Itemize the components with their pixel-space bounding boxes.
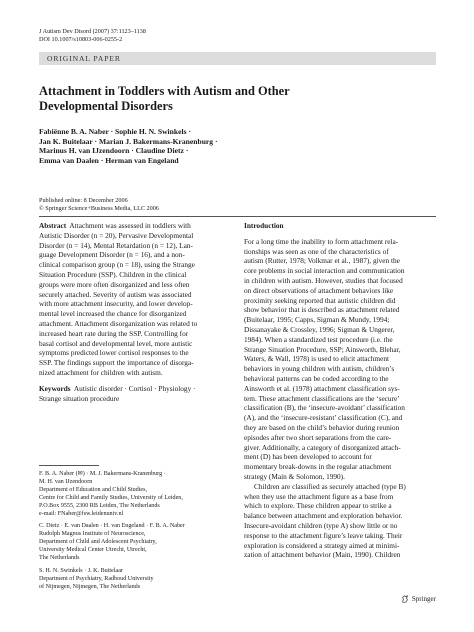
- abstract: [39, 221, 225, 403]
- affiliation-line: Department of Psychiatry, Radboud University: [39, 575, 154, 582]
- text-line: clinical comparison group (n = 18), using the Strange: [39, 260, 195, 270]
- text-line: increased heart rate during the SSP. Controlling for: [39, 328, 189, 338]
- text-line: Dissanayake & Crossley, 1996; Sigman & Ungerer,: [244, 324, 395, 334]
- affiliation-line: F. B. A. Naber (✉) · M. J. Bakermans-Kranenburg ·: [39, 471, 166, 477]
- published-date: Published online: 8 December 2006: [39, 197, 128, 204]
- copyright-notice: © Springer Science+Business Media, LLC 2006: [39, 205, 159, 212]
- affiliation-line: Centre for Child and Family Studies, University of Leiden,: [39, 494, 183, 501]
- journal-header: [39, 28, 146, 44]
- publisher-name: Springer: [411, 595, 436, 603]
- text-line: autism (Rutter, 1978; Volkmar et al., 1987), given the: [244, 256, 400, 266]
- text-line: giver. Additionally, a category of disorganized attach-: [244, 442, 401, 452]
- text-line: For a long time the inability to form attachment rela-: [244, 236, 399, 246]
- keywords-line: Strange situation procedure: [39, 393, 120, 403]
- introduction-paragraph: [244, 482, 436, 560]
- affiliation-line: S. H. N. Swinkels · J. K. Buitelaar: [39, 567, 123, 574]
- text-line: Children are classified as securely attached (type B): [254, 481, 406, 491]
- affiliation-line: of Nijmegen, Nijmegen, The Netherlands: [39, 583, 141, 590]
- affiliation-line: P.O.Box 9555, 2300 RB Leiden, The Netherlands: [39, 502, 160, 509]
- affiliation-line: University Medical Center Utrecht, Utrecht,: [39, 547, 147, 554]
- text-line: balance between attachment and exploration behavior.: [244, 511, 403, 521]
- text-line: core problems in social interaction and communication: [244, 266, 405, 276]
- text-line: basal cortisol and developmental level, more autistic: [39, 338, 193, 348]
- affiliation-block: [39, 568, 229, 592]
- text-line: ment (D) has been developed to account for: [244, 452, 372, 462]
- section-banner: [39, 52, 436, 65]
- affiliations: [39, 471, 229, 597]
- journal-citation: J Autism Dev Disord (2007) 37:1123–1138: [39, 28, 146, 35]
- affiliation-line: C. Dietz · E. van Daalen · H. van Engeland · F. B. A. Naber: [39, 523, 185, 530]
- affiliation-line: M. H. van IJzendoorn: [39, 478, 93, 485]
- section-rule: [39, 216, 436, 217]
- text-line: mental level increased the chance for disorganized: [39, 309, 187, 319]
- text-line: behavioral patterns can be coded according to the: [244, 373, 389, 383]
- affiliation-line: The Netherlands: [39, 555, 80, 562]
- springer-horse-icon: [401, 595, 409, 603]
- affiliation-block: [39, 471, 229, 518]
- text-line: proximity seeking reported that autistic children did: [244, 295, 396, 305]
- footnote-rule: [39, 465, 99, 466]
- affiliation-line: Rudolph Magnus Institute of Neuroscience,: [39, 531, 146, 538]
- text-line: (A), and the ‘insecure-resistant’ classification (C), and: [244, 413, 403, 423]
- text-line: momentary break-downs in the regular attachment: [244, 462, 392, 472]
- text-line: Ainsworth et al. (1978) attachment classification sys-: [244, 383, 400, 393]
- text-line: they are based on the child’s behavior during reunion: [244, 422, 400, 432]
- text-line: classification (B), the ‘insecure-avoidant’ classification: [244, 403, 405, 413]
- text-line: on direct observations of attachment behaviors like: [244, 285, 394, 295]
- text-line: response to the attachment figure’s leave taking. Their: [244, 530, 403, 540]
- text-line: attachment. Attachment disorganization was related to: [39, 318, 198, 328]
- title-line: Attachment in Toddlers with Autism and Other: [39, 84, 290, 98]
- publisher-footer: [401, 595, 436, 603]
- text-line: Waters, & Wall, 1978) is used to elicit attachment: [244, 354, 389, 364]
- journal-doi: DOI 10.1007/s10803-006-0255-2: [39, 36, 123, 43]
- author-line: Marinus H. van IJzendoorn · Claudine Dietz ·: [39, 146, 189, 156]
- text-line: tem. These attachment classifications are the ‘secure’: [244, 393, 400, 403]
- paper-title: [39, 84, 419, 114]
- author-line: Jan K. Buitelaar · Marian J. Bakermans-Kranenburg ·: [39, 136, 218, 146]
- affiliation-line: e-mail: FNaber@fsw.leidenuniv.nl: [39, 510, 124, 517]
- text-line: episodes after two short separations from the care-: [244, 432, 392, 442]
- text-line: SSP. The findings support the importance of disorga-: [39, 358, 194, 368]
- text-line: Autistic Disorder (n = 20), Pervasive Developmental: [39, 230, 194, 240]
- text-line: with more attachment insecurity, and lower develop-: [39, 299, 193, 309]
- text-line: 1984). When a standardized test procedure (i.e. the: [244, 334, 393, 344]
- section-label: ORIGINAL PAPER: [47, 54, 121, 63]
- abstract-line: Attachment was assessed in toddlers with: [69, 221, 191, 230]
- title-line: Developmental Disorders: [39, 99, 173, 113]
- text-line: in children with autism. However, studies that focused: [244, 275, 403, 285]
- text-line: tionships was seen as one of the characteristics of: [244, 246, 389, 256]
- introduction: [244, 221, 436, 560]
- affiliation-line: Department of Education and Child Studies,: [39, 486, 147, 493]
- abstract-label: Abstract: [39, 221, 67, 230]
- text-line: securely attached. Severity of autism was associated: [39, 289, 192, 299]
- author-list: [39, 127, 279, 165]
- text-line: zation of attachment behavior (Main, 1990). Children: [244, 550, 401, 560]
- text-line: show behavior that is described as attachment related: [244, 305, 400, 315]
- keywords-line: Autistic disorder · Cortisol · Physiology ·: [73, 383, 196, 393]
- text-line: Insecure-avoidant children (type A) show little or no: [244, 520, 398, 530]
- text-line: groups were more often disorganized and less often: [39, 279, 190, 289]
- text-line: strategy (Main & Solomon, 1990).: [244, 471, 345, 481]
- abstract-body: [39, 231, 225, 378]
- affiliation-line: Department of Child and Adolescent Psychiatry,: [39, 539, 157, 546]
- publication-info: [39, 197, 159, 213]
- text-line: Strange Situation Procedure, SSP; Ainsworth, Blehar,: [244, 344, 401, 354]
- introduction-paragraph: [244, 237, 436, 482]
- text-line: when they use the attachment figure as a base from: [244, 491, 394, 501]
- text-line: Situation Procedure (SSP). Children in the clinical: [39, 269, 187, 279]
- affiliation-block: [39, 523, 229, 563]
- text-line: guage Development Disorder (n = 16), and a non-: [39, 250, 185, 260]
- keywords-label: Keywords: [39, 383, 71, 393]
- text-line: exploration is considered a strategy aimed at minimi-: [244, 540, 400, 550]
- text-line: (Buitelaar, 1995; Capps, Sigman & Mundy, 1994;: [244, 315, 390, 325]
- author-line: Emma van Daalen · Herman van Engeland: [39, 155, 179, 165]
- text-line: behaviors in young children with autism, children’s: [244, 364, 395, 374]
- text-line: symptoms predicted lower cortisol responses to the: [39, 348, 189, 358]
- author-line: Fabiënne B. A. Naber · Sophie H. N. Swinkels ·: [39, 127, 191, 136]
- introduction-heading: Introduction: [244, 221, 284, 230]
- text-line: which to explore. These children appear to strike a: [244, 501, 392, 511]
- text-line: nized attachment for children with autism.: [39, 367, 163, 377]
- text-line: Disorder (n = 14), Mental Retardation (n = 12), Lan-: [39, 240, 193, 250]
